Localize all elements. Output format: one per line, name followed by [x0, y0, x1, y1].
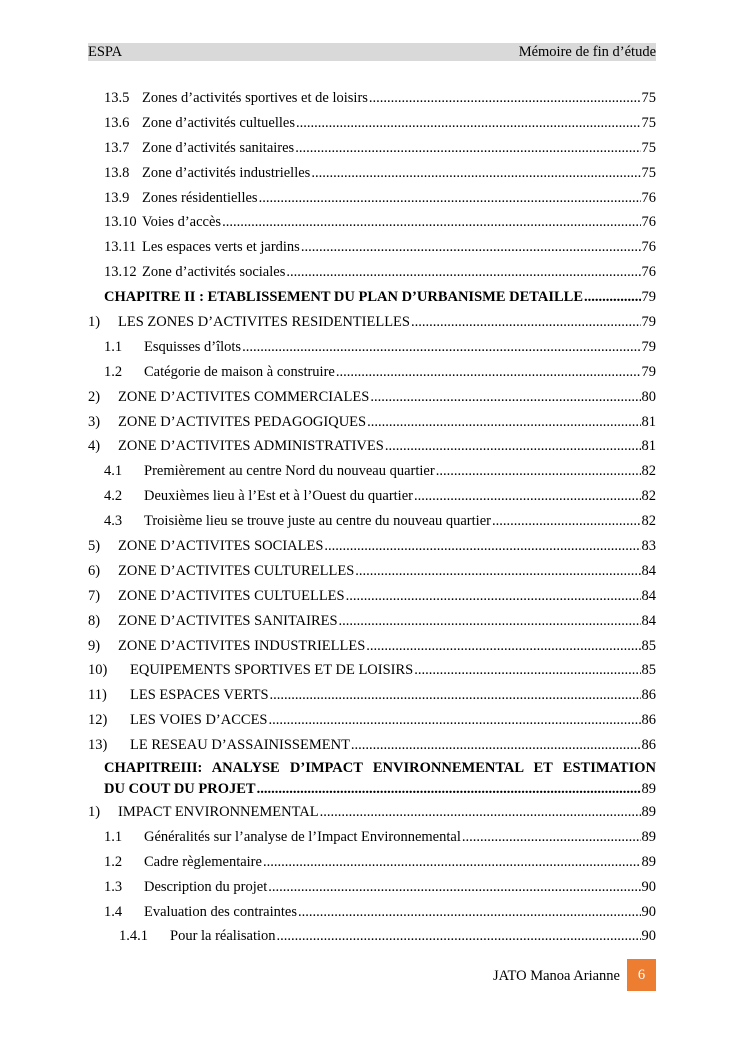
- toc-entry-number: 4.3: [104, 513, 123, 530]
- toc-entry-number: 1.2: [104, 363, 123, 380]
- toc-entry[interactable]: [88, 658, 656, 683]
- toc-entry-title: Esquisses d’îlots: [144, 338, 242, 355]
- toc-entry-number: 11): [88, 687, 107, 704]
- toc-entry[interactable]: [88, 484, 656, 509]
- toc-entry-page: 83: [641, 537, 656, 554]
- toc-leader-dots: [242, 339, 640, 356]
- toc-entry-page: 89: [641, 828, 656, 845]
- toc-entry-page: 79: [641, 313, 656, 330]
- toc-leader-dots: [436, 463, 641, 480]
- toc-entry-page: 81: [641, 438, 656, 455]
- toc-entry-title: Zones résidentielles: [142, 189, 258, 206]
- toc-leader-dots: [492, 513, 641, 530]
- toc-leader-dots: [295, 140, 640, 157]
- toc-entry[interactable]: [88, 825, 656, 850]
- toc-entry-number: 13.8: [104, 164, 130, 181]
- toc-entry-number: 1.3: [104, 878, 123, 895]
- toc-entry-title: Evaluation des contraintes: [144, 903, 298, 920]
- toc-entry[interactable]: [88, 900, 656, 925]
- toc-entry-number: 1.4.1: [119, 928, 148, 945]
- toc-entry-number: 13.11: [104, 239, 137, 256]
- toc-entry-title: ZONE D’ACTIVITES COMMERCIALES: [118, 388, 370, 405]
- toc-entry-page: 89: [641, 803, 656, 820]
- toc-entry[interactable]: [88, 534, 656, 559]
- toc-entry-number: 13): [88, 737, 108, 754]
- toc-entry-title: DU COUT DU PROJET: [104, 781, 256, 798]
- toc-entry-number: 13.9: [104, 189, 130, 206]
- toc-entry[interactable]: [88, 800, 656, 825]
- toc-entry-title: LES VOIES D’ACCES: [130, 712, 268, 729]
- toc-entry-number: 12): [88, 712, 108, 729]
- toc-leader-dots: [296, 115, 640, 132]
- toc-entry-title: LES ESPACES VERTS: [130, 687, 269, 704]
- toc-entry-title: Zone d’activités sociales: [142, 264, 286, 281]
- toc-entry-page: 90: [641, 928, 656, 945]
- toc-entry-page: 85: [641, 637, 656, 654]
- toc-entry-page: 75: [641, 114, 656, 131]
- toc-entry-number: 1.1: [104, 828, 123, 845]
- toc-entry-page: 82: [641, 513, 656, 530]
- toc-entry-title: CHAPITRE II : ETABLISSEMENT DU PLAN D’URBANISME DETAILLE: [104, 289, 583, 306]
- toc-entry[interactable]: [88, 708, 656, 733]
- toc-leader-dots: [320, 804, 641, 821]
- toc-entry[interactable]: [88, 235, 656, 260]
- toc-entry-number: 1): [88, 313, 101, 330]
- toc-leader-dots: [269, 712, 641, 729]
- toc-entry-number: 4.1: [104, 463, 123, 480]
- toc-entry-title: Zones d’activités sportives et de loisirs: [142, 89, 368, 106]
- toc-entry-number: 10): [88, 662, 108, 679]
- toc-entry-page: 84: [641, 562, 656, 579]
- toc-entry-number: 1.4: [104, 903, 123, 920]
- toc-entry-number: 8): [88, 612, 101, 629]
- toc-entry[interactable]: [88, 634, 656, 659]
- toc-leader-dots: [414, 662, 640, 679]
- toc-entry[interactable]: [88, 310, 656, 335]
- toc-entry[interactable]: [88, 875, 656, 900]
- toc-leader-dots: [257, 781, 641, 798]
- toc-entry-title: LES ZONES D’ACTIVITES RESIDENTIELLES: [118, 313, 410, 330]
- toc-leader-dots: [298, 904, 640, 921]
- toc-entry[interactable]: [88, 111, 656, 136]
- toc-entry-page: 76: [641, 189, 656, 206]
- toc-entry-title: Les espaces verts et jardins: [142, 239, 300, 256]
- toc-leader-dots: [462, 829, 641, 846]
- toc-entry[interactable]: [88, 385, 656, 410]
- footer-page-number: 6: [627, 959, 656, 991]
- toc-entry-title: IMPACT ENVIRONNEMENTAL: [118, 803, 319, 820]
- toc-entry[interactable]: [88, 335, 656, 360]
- toc-leader-dots: [584, 289, 641, 306]
- toc-leader-dots: [301, 239, 641, 256]
- toc-entry-page: 75: [641, 89, 656, 106]
- toc-entry[interactable]: [88, 925, 656, 950]
- toc-entry-title: Premièrement au centre Nord du nouveau quartier: [144, 463, 435, 480]
- toc-entry-page: 90: [641, 878, 656, 895]
- toc-entry-page: 86: [641, 712, 656, 729]
- toc-entry-page: 90: [641, 903, 656, 920]
- toc-entry-title: Zone d’activités industrielles: [142, 164, 311, 181]
- toc-entry-page: 75: [641, 164, 656, 181]
- toc-entry-title: ZONE D’ACTIVITES CULTUELLES: [118, 587, 345, 604]
- toc-entry-title: LE RESEAU D’ASSAINISSEMENT: [130, 737, 350, 754]
- toc-entry-page: 85: [641, 662, 656, 679]
- toc-entry-title: Description du projet: [144, 878, 268, 895]
- toc-entry-title: Généralités sur l’analyse de l’Impact Environnemental: [144, 828, 461, 845]
- toc-entry[interactable]: [88, 186, 656, 211]
- toc-entry[interactable]: [88, 733, 656, 758]
- toc-entry-number: 5): [88, 537, 101, 554]
- page-header: [88, 43, 656, 61]
- toc-leader-dots: [366, 638, 640, 655]
- toc-leader-dots: [367, 414, 640, 431]
- toc-entry-title: ZONE D’ACTIVITES INDUSTRIELLES: [118, 637, 366, 654]
- toc-entry-page: 79: [641, 289, 656, 306]
- toc-leader-dots: [339, 613, 641, 630]
- toc-entry-title: ZONE D’ACTIVITES ADMINISTRATIVES: [118, 438, 384, 455]
- toc-entry-page: 75: [641, 139, 656, 156]
- toc-entry-title: Troisième lieu se trouve juste au centre du nouveau quartier: [144, 513, 491, 530]
- toc-leader-dots: [336, 364, 641, 381]
- toc-entry-number: 4.2: [104, 488, 123, 505]
- toc-leader-dots: [286, 264, 640, 281]
- toc-entry-number: 13.10: [104, 214, 137, 231]
- toc-entry-page: 82: [641, 488, 656, 505]
- toc-entry-number: 7): [88, 587, 101, 604]
- toc-entry-title: ZONE D’ACTIVITES PEDAGOGIQUES: [118, 413, 367, 430]
- toc-entry[interactable]: [88, 260, 656, 285]
- toc-entry[interactable]: [88, 683, 656, 708]
- toc-leader-dots: [351, 737, 641, 754]
- toc-entry[interactable]: [88, 136, 656, 161]
- toc-entry-page: 79: [641, 363, 656, 380]
- toc-leader-dots: [277, 928, 641, 945]
- toc-entry-title: Zone d’activités sanitaires: [142, 139, 295, 156]
- toc-leader-dots: [369, 90, 641, 107]
- toc-entry-title: Voies d’accès: [142, 214, 222, 231]
- toc-entry[interactable]: [88, 559, 656, 584]
- toc-entry-number: 1): [88, 803, 101, 820]
- toc-leader-dots: [263, 854, 641, 871]
- toc-leader-dots: [346, 588, 641, 605]
- toc-entry[interactable]: [88, 410, 656, 435]
- toc-entry-number: 13.5: [104, 89, 130, 106]
- toc-entry[interactable]: [88, 161, 656, 186]
- toc-entry-number: 6): [88, 562, 101, 579]
- toc-entry-page: 89: [641, 853, 656, 870]
- toc-entry[interactable]: [88, 434, 656, 459]
- toc-entry-title: Deuxièmes lieu à l’Est et à l’Ouest du quartier: [144, 488, 413, 505]
- header-school: ESPA: [88, 44, 123, 60]
- toc-leader-dots: [259, 190, 641, 207]
- toc-leader-dots: [270, 687, 641, 704]
- toc-chapter-heading[interactable]: CHAPITREIII: ANALYSE D’IMPACT ENVIRONNEMENTAL ET ESTIMATION: [104, 760, 656, 777]
- toc-entry-title: Pour la réalisation: [170, 928, 276, 945]
- toc-entry-title: Cadre règlementaire: [144, 853, 262, 870]
- toc-entry-page: 79: [641, 338, 656, 355]
- toc-entry-title: ZONE D’ACTIVITES CULTURELLES: [118, 562, 355, 579]
- toc-entry-page: 86: [641, 737, 656, 754]
- toc-leader-dots: [268, 879, 640, 896]
- toc-leader-dots: [324, 538, 640, 555]
- toc-entry[interactable]: [88, 210, 656, 235]
- toc-entry-number: 9): [88, 637, 101, 654]
- toc-entry[interactable]: [88, 850, 656, 875]
- toc-entry-page: 82: [641, 463, 656, 480]
- toc-entry-title: ZONE D’ACTIVITES SANITAIRES: [118, 612, 338, 629]
- toc-entry[interactable]: [88, 459, 656, 484]
- toc-leader-dots: [222, 214, 640, 231]
- header-doc-type: Mémoire de fin d’étude: [518, 44, 656, 60]
- toc-entry-number: 3): [88, 413, 101, 430]
- toc-entry[interactable]: [88, 86, 656, 111]
- toc-entry-number: 1.2: [104, 853, 123, 870]
- toc-chapter-heading[interactable]: [88, 285, 656, 310]
- toc-entry-page: 81: [641, 413, 656, 430]
- toc-entry-page: 86: [641, 687, 656, 704]
- toc-entry[interactable]: [88, 509, 656, 534]
- toc-entry-number: 13.7: [104, 139, 130, 156]
- toc-leader-dots: [414, 488, 641, 505]
- toc-entry-number: 4): [88, 438, 101, 455]
- toc-entry[interactable]: [88, 584, 656, 609]
- toc-entry-page: 76: [641, 264, 656, 281]
- toc-entry-title: Zone d’activités cultuelles: [142, 114, 296, 131]
- toc-entry-number: 1.1: [104, 338, 123, 355]
- toc-entry-number: 13.12: [104, 264, 137, 281]
- toc-leader-dots: [370, 389, 640, 406]
- toc-entry[interactable]: [88, 779, 656, 800]
- toc-entry-page: 89: [641, 781, 656, 798]
- toc-entry[interactable]: [88, 360, 656, 385]
- toc-entry-title: ZONE D’ACTIVITES SOCIALES: [118, 537, 324, 554]
- toc-entry-title: EQUIPEMENTS SPORTIVES ET DE LOISIRS: [130, 662, 414, 679]
- toc-entry-page: 84: [641, 587, 656, 604]
- toc-entry-title: Catégorie de maison à construire: [144, 363, 335, 380]
- toc-leader-dots: [411, 314, 641, 331]
- toc-entry-number: 2): [88, 388, 101, 405]
- toc-entry-page: 76: [641, 239, 656, 256]
- toc-entry[interactable]: [88, 609, 656, 634]
- table-of-contents: [88, 86, 656, 949]
- toc-leader-dots: [355, 563, 640, 580]
- footer-author: JATO Manoa Arianne: [493, 968, 620, 984]
- toc-entry-page: 76: [641, 214, 656, 231]
- toc-entry-page: 84: [641, 612, 656, 629]
- toc-leader-dots: [311, 165, 640, 182]
- toc-entry-page: 80: [641, 388, 656, 405]
- toc-leader-dots: [385, 438, 641, 455]
- toc-entry-number: 13.6: [104, 114, 130, 131]
